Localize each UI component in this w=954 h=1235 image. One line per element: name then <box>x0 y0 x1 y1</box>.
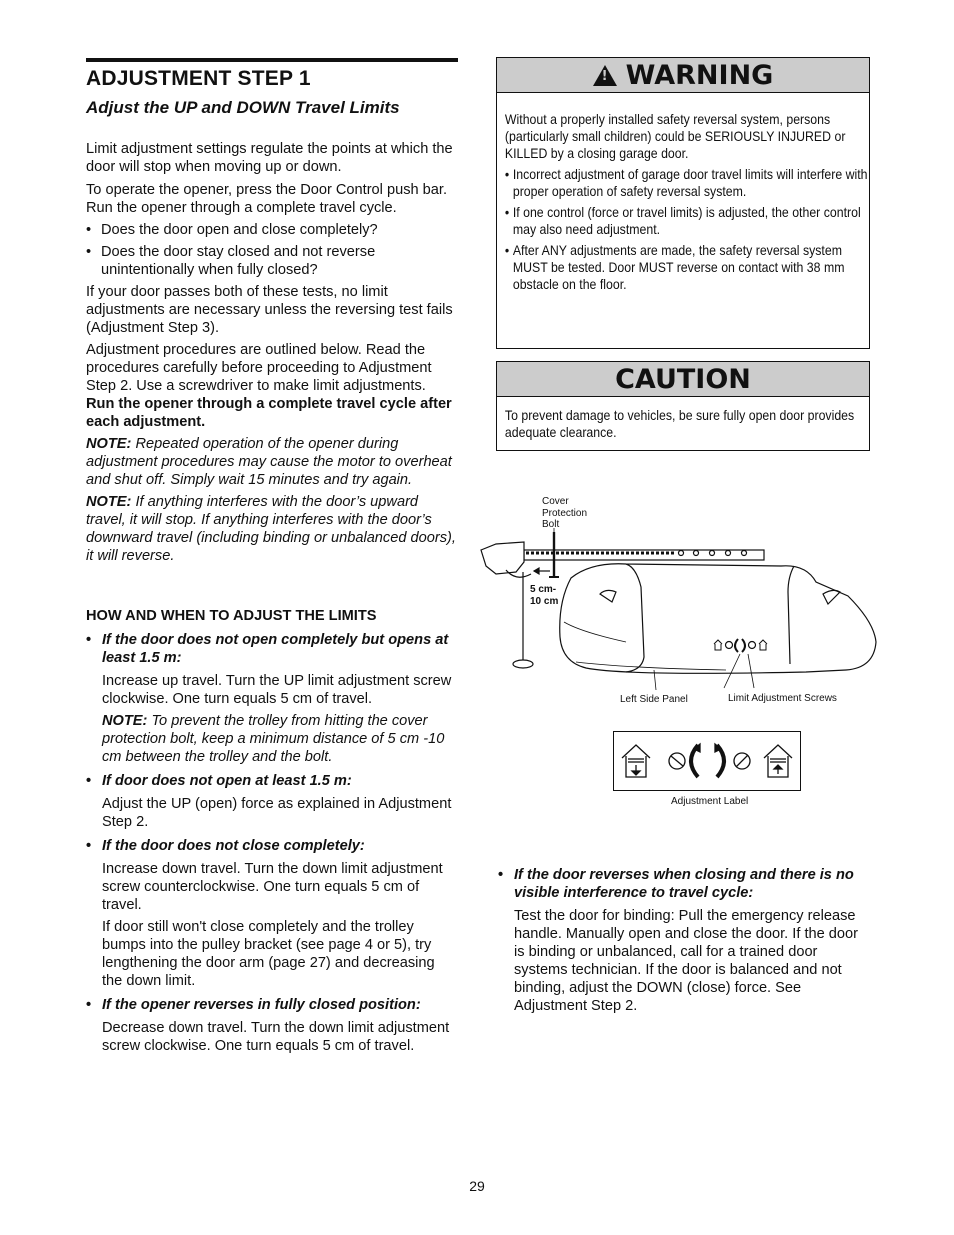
condition-text: Decrease down travel. Turn the down limit adjustment screw clockwise. One turn equals 5 cm of travel. <box>102 1020 450 1054</box>
condition-body <box>86 1019 458 1055</box>
warning-title: WARNING <box>625 59 774 91</box>
caution-header <box>497 362 869 397</box>
condition-text: Adjust the UP (open) force as explained in Adjustment Step 2. <box>102 796 452 830</box>
page-title: ADJUSTMENT STEP 1 <box>86 67 311 90</box>
condition-title: • If door does not open at least 1.5 m: <box>86 772 458 790</box>
intro-paragraph-3: If your door passes both of these tests, no limit adjustments are necessary unless the reversing test fails (Adjustment Step 3). <box>86 284 453 336</box>
note-label: NOTE: <box>102 713 148 729</box>
condition-text: Increase up travel. Turn the UP limit adjustment screw clockwise. One turn equals 5 cm of travel. <box>102 673 452 707</box>
warning-intro: Without a properly installed safety reversal system, persons (particularly small children) could be SERIOUSLY INJURED or KILLED by a closing garage door. <box>504 111 846 161</box>
test-bullet: • Does the door stay closed and not reverse unintentionally when fully closed? <box>86 243 458 279</box>
page-number: 29 <box>469 1178 485 1194</box>
intro-paragraph-2: To operate the opener, press the Door Control push bar. Run the opener through a complete travel cycle. <box>86 182 448 216</box>
caution-body <box>497 407 881 441</box>
caution-title: CAUTION <box>615 363 751 395</box>
warning-icon: ! <box>593 65 617 86</box>
condition-body <box>498 907 870 1015</box>
note-text: Repeated operation of the opener during adjustment procedures may cause the motor to overheat and shut off. Simply wait 15 minutes and try again. <box>86 436 452 488</box>
adjustment-label-graphic <box>613 731 801 791</box>
how-heading: HOW AND WHEN TO ADJUST THE LIMITS <box>86 608 377 624</box>
adjustment-label-caption: Adjustment Label <box>671 796 749 807</box>
left-column <box>86 58 458 1055</box>
warning-body <box>497 111 881 293</box>
opener-diagram <box>476 492 886 722</box>
note-text: If anything interferes with the door’s upward travel, it will stop. If anything interferes with the door’s downward travel (including binding or unbalanced doors), it will reverse. <box>86 494 456 564</box>
test-bullet: • Does the door open and close completely? <box>86 221 458 239</box>
procedure-text: Adjustment procedures are outlined below. Read the procedures carefully before proceeding to Adjustment Step 2. Use a screwdriver to make limit adjustments. <box>86 342 432 394</box>
heading-rule <box>86 58 458 62</box>
condition-text: Test the door for binding: Pull the emergency release handle. Manually open and close the door. If the door is binding or unbalanced, call for a trained door systems technician. If the door is balanced and not binding, adjust the DOWN (close) force. See Adjustment Step 2. <box>514 908 859 1014</box>
note-label: NOTE: <box>86 436 132 452</box>
warning-bullet: • If one control (force or travel limits) is adjusted, the other control may also need adjustment. <box>505 204 873 238</box>
warning-box <box>496 57 870 349</box>
left-panel-label: Left Side Panel <box>620 694 688 705</box>
warning-bullet: • Incorrect adjustment of garage door travel limits will interfere with proper operation of safety reversal system. <box>505 166 873 200</box>
caution-text: To prevent damage to vehicles, be sure fully open door provides adequate clearance. <box>504 407 855 440</box>
condition-body <box>86 795 458 831</box>
reverse-section <box>498 866 870 1015</box>
note-2 <box>86 493 458 565</box>
intro-paragraph-1: Limit adjustment settings regulate the points at which the door will stop when moving up or down. <box>86 141 453 175</box>
condition-title: • If the door reverses when closing and there is no visible interference to travel cycle: <box>498 866 870 902</box>
cover-bolt-label: Cover Protection Bolt <box>542 496 588 530</box>
condition-note <box>102 712 458 766</box>
page-subtitle: Adjust the UP and DOWN Travel Limits <box>86 98 400 117</box>
note-1 <box>86 435 458 489</box>
condition-title: • If the opener reverses in fully closed position: <box>86 996 458 1014</box>
condition-title: • If the door does not close completely: <box>86 837 458 855</box>
condition-title: • If the door does not open completely but opens at least 1.5 m: <box>86 631 458 667</box>
warning-bullet: • After ANY adjustments are made, the safety reversal system MUST be tested. Door MUST reverse on contact with 38 mm obstacle on the floor. <box>505 242 873 293</box>
note-label: NOTE: <box>86 494 132 510</box>
condition-text-2: If door still won't close completely and the trolley bumps into the pulley bracket (see page 4 or 5), try lengthening the door arm (page 27) and decreasing the down limit. <box>102 919 435 989</box>
condition-text: Increase down travel. Turn the down limit adjustment screw counterclockwise. One turn equals 5 cm of travel. <box>102 861 443 913</box>
warning-header <box>497 58 869 93</box>
caution-box <box>496 361 870 451</box>
intro-paragraph-4 <box>86 341 458 431</box>
limit-screws-label: Limit Adjustment Screws <box>728 693 837 704</box>
distance-label: 5 cm- 10 cm <box>530 584 559 607</box>
procedure-bold-text: Run the opener through a complete travel cycle after each adjustment. <box>86 396 452 430</box>
condition-body <box>86 672 458 766</box>
condition-body <box>86 860 458 990</box>
note-text: To prevent the trolley from hitting the cover protection bolt, keep a minimum distance of 5 cm -10 cm between the trolley and the bolt. <box>102 713 445 765</box>
